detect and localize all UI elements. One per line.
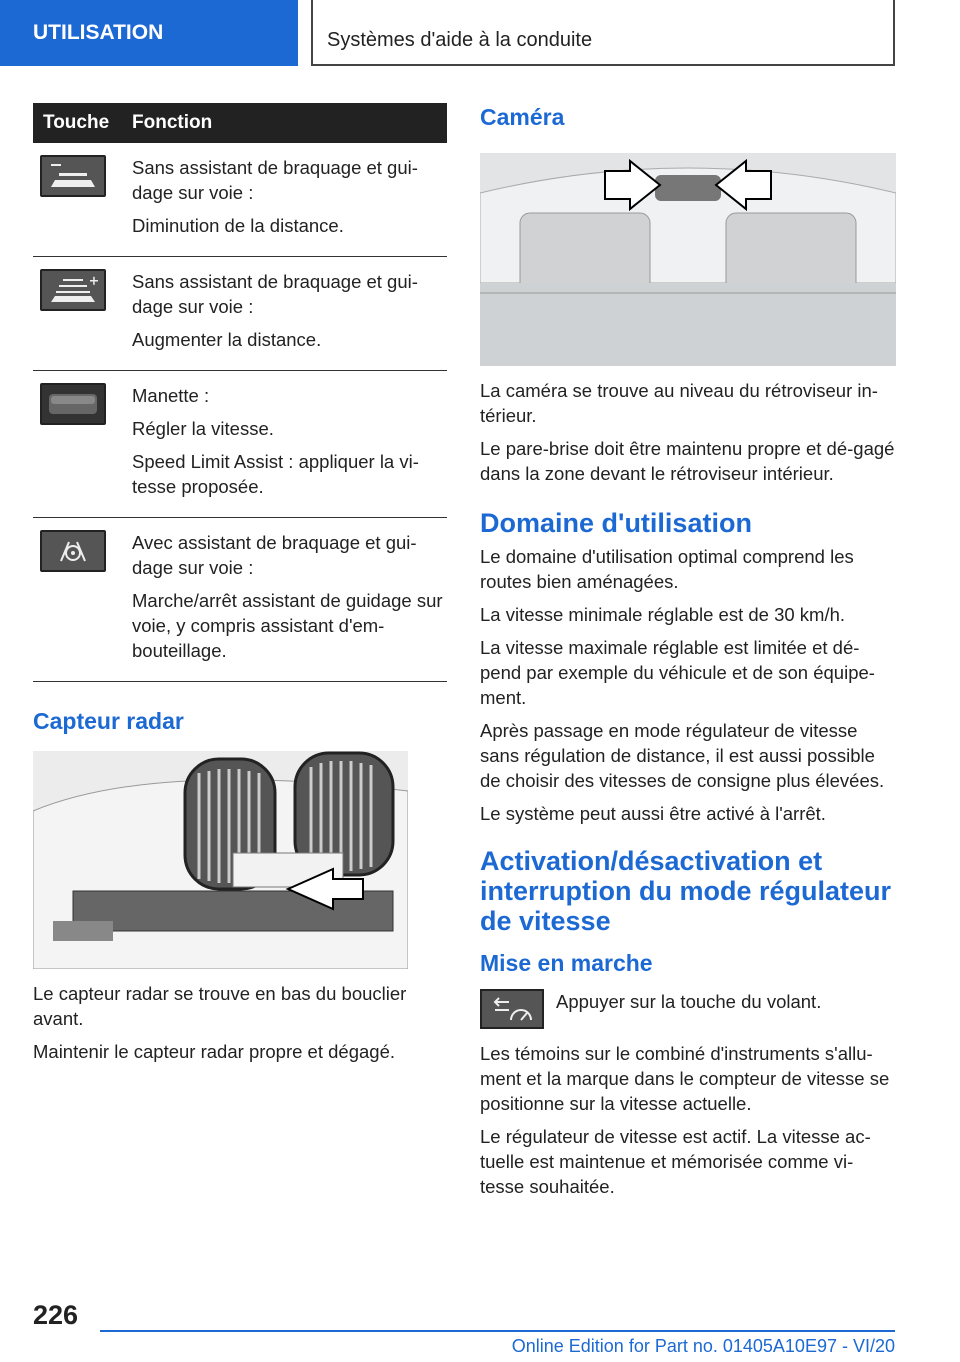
table-row	[33, 143, 447, 257]
mise-en-marche-instruction	[480, 989, 896, 1029]
distance-decrease-icon	[40, 155, 106, 197]
page-number: 226	[33, 1300, 79, 1330]
camera-p1: La caméra se trouve au niveau du rétroviseur in-térieur.	[480, 380, 878, 426]
domaine-p2: La vitesse minimale réglable est de 30 km/h.	[480, 604, 846, 625]
footer-divider	[100, 1330, 895, 1332]
header-chapter: Systèmes d'aide à la conduite	[311, 0, 895, 66]
table-row	[33, 518, 447, 682]
camera-image	[480, 153, 896, 366]
camera-p2: Le pare-brise doit être maintenu propre et dé-gagé dans la zone devant le rétroviseur intérieur.	[480, 438, 895, 484]
row-text: Régler la vitesse.	[132, 418, 274, 439]
domaine-p1: Le domaine d'utilisation optimal comprend les routes bien aménagées.	[480, 546, 854, 592]
table-row	[33, 257, 447, 371]
mise-instruction-text: Appuyer sur la touche du volant.	[556, 991, 822, 1012]
col-fonction-header: Fonction	[132, 103, 447, 143]
col-touche-header: Touche	[33, 103, 132, 143]
radar-image	[33, 751, 408, 969]
row-text: Avec assistant de braquage et gui-dage sur voie :	[132, 532, 417, 578]
row-text: Sans assistant de braquage et gui-dage sur voie :	[132, 271, 418, 317]
table-row	[33, 371, 447, 518]
activation-title: Activation/désactivation et interruption du mode régulateur de vitesse	[480, 846, 892, 936]
left-column	[33, 103, 447, 1072]
domaine-p4: Après passage en mode régulateur de vitesse sans régulation de distance, il est aussi possible de choisir des vitesses de consigne plus élevées.	[480, 720, 885, 791]
mise-en-marche-title: Mise en marche	[480, 950, 653, 976]
radar-p2: Maintenir le capteur radar propre et dégagé.	[33, 1041, 395, 1062]
right-column	[480, 100, 896, 1207]
header-section: UTILISATION	[0, 0, 298, 66]
row-text: Marche/arrêt assistant de guidage sur voie, y compris assistant d'em-bouteillage.	[132, 590, 443, 661]
domaine-title: Domaine d'utilisation	[480, 508, 752, 538]
key-function-table	[33, 103, 447, 682]
domaine-p5: Le système peut aussi être activé à l'arrêt.	[480, 803, 826, 824]
rocker-switch-icon	[40, 383, 106, 425]
row-text: Sans assistant de braquage et gui-dage sur voie :	[132, 157, 418, 203]
footer-edition: Online Edition for Part no. 01405A10E97 - VI/20	[511, 1336, 895, 1356]
row-text: Speed Limit Assist : appliquer la vi-tesse proposée.	[132, 451, 419, 497]
camera-title: Caméra	[480, 104, 565, 130]
cruise-control-icon	[480, 989, 544, 1029]
steering-assistant-icon	[40, 530, 106, 572]
radar-title: Capteur radar	[33, 708, 184, 734]
row-text: Augmenter la distance.	[132, 329, 322, 350]
activation-p1: Les témoins sur le combiné d'instruments s'allu-ment et la marque dans le compteur de vitesse se positionne sur la vitesse actuelle.	[480, 1043, 890, 1114]
row-text: Manette :	[132, 385, 210, 406]
row-text: Diminution de la distance.	[132, 215, 344, 236]
distance-increase-icon	[40, 269, 106, 311]
activation-p2: Le régulateur de vitesse est actif. La vitesse ac-tuelle est maintenue et mémorisée comme vi-tesse souhaitée.	[480, 1126, 871, 1197]
radar-p1: Le capteur radar se trouve en bas du bouclier avant.	[33, 983, 407, 1029]
domaine-p3: La vitesse maximale réglable est limitée et dé-pend par exemple du véhicule et de son équipe-ment.	[480, 637, 875, 708]
